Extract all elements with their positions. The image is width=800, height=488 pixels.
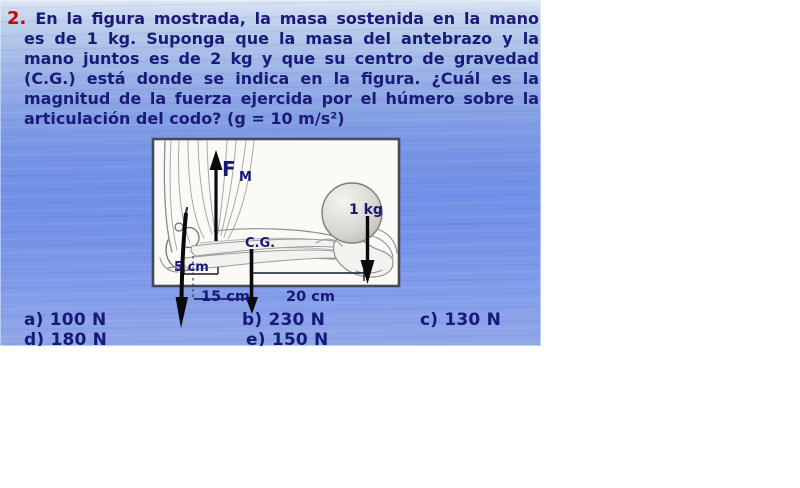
- dim-15cm-label: 15 cm: [201, 289, 250, 305]
- dim-20cm-label: 20 cm: [286, 289, 335, 305]
- problem-text-line: En la figura mostrada, la masa sostenida en la mano: [35, 9, 539, 28]
- slide: [0, 0, 541, 346]
- cg-label: C.G.: [245, 236, 276, 251]
- problem-line: articulación del codo? (g = 10 m/s²): [24, 109, 345, 128]
- answer-option-d: d) 180 N: [24, 330, 108, 346]
- mass-label: 1 kg: [349, 202, 383, 218]
- answer-option-c: c) 130 N: [420, 310, 501, 330]
- dim-5cm-label: 5 cm: [174, 260, 209, 275]
- force-sub-label: M: [239, 170, 252, 185]
- problem-statement: [7, 9, 539, 129]
- force-label: F: [222, 157, 236, 181]
- answer-option-a: a) 100 N: [24, 310, 107, 330]
- problem-line: (C.G.) está donde se indica en la figura. ¿Cuál es la: [24, 69, 539, 88]
- problem-line: mano juntos es de 2 kg y que su centro de gravedad: [24, 49, 539, 68]
- problem-line: [7, 9, 539, 29]
- problem-line: magnitud de la fuerza ejercida por el húmero sobre la: [24, 89, 539, 108]
- answer-option-b: b) 230 N: [242, 310, 326, 330]
- arm-figure: [146, 130, 416, 340]
- problem-line: es de 1 kg. Suponga que la masa del antebrazo y la: [24, 29, 539, 48]
- problem-number: 2.: [7, 8, 27, 29]
- answer-option-e: e) 150 N: [246, 330, 329, 346]
